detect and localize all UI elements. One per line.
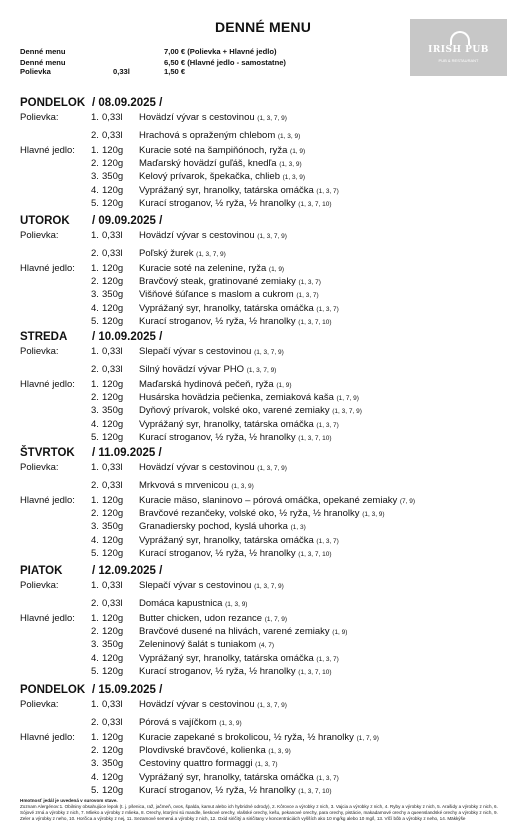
item-allergens: (1, 3, 7, 10) xyxy=(298,434,332,442)
item-quantity: 120g xyxy=(102,495,124,506)
item-quantity: 120g xyxy=(102,652,124,664)
item-allergens: (1, 3, 7, 9) xyxy=(257,233,287,240)
day-date: / 08.09.2025 / xyxy=(92,97,163,109)
item-allergens: (1, 9) xyxy=(268,266,285,273)
item-name: Poľský žurek xyxy=(139,248,194,259)
item-name: Vyprážaný syr, hranolky, tatárska omáčka xyxy=(139,418,314,430)
item-quantity: 120g xyxy=(102,547,124,559)
item-number: 1. xyxy=(91,580,99,591)
item-name: Kurací stroganov, ½ ryža, ½ hranolky xyxy=(139,665,296,677)
item-number: 2. xyxy=(91,158,99,170)
main-item xyxy=(91,316,332,327)
item-name: Kurací stroganov, ½ ryža, ½ hranolky xyxy=(139,431,296,443)
item-quantity: 120g xyxy=(102,534,124,546)
item-number: 4. xyxy=(91,302,99,314)
main-item xyxy=(91,171,305,182)
main-item xyxy=(91,419,339,430)
item-quantity: 350g xyxy=(102,639,124,651)
item-name: Pórová s vajíčkom xyxy=(139,717,217,728)
main-item xyxy=(91,379,292,390)
item-number: 5. xyxy=(91,315,99,327)
item-allergens: (1, 3, 9) xyxy=(362,511,385,519)
price-label: Denné menu xyxy=(20,58,66,67)
item-quantity: 120g xyxy=(102,197,124,209)
item-number: 2. xyxy=(91,248,99,259)
price-label: Denné menu xyxy=(20,47,66,56)
item-number: 2. xyxy=(91,480,99,491)
item-allergens: (1, 3) xyxy=(290,524,306,532)
item-quantity: 120g xyxy=(102,379,124,390)
item-quantity: 120g xyxy=(102,665,124,677)
price-volume: 0,33l xyxy=(113,67,130,76)
item-number: 1. xyxy=(91,495,99,506)
soup-label: Polievka: xyxy=(20,112,59,123)
item-number: 3. xyxy=(91,521,99,533)
logo-name: IRISH PUB xyxy=(428,45,489,55)
item-name: Hovädzí vývar s cestovinou xyxy=(139,462,255,473)
item-allergens: (1, 3, 7) xyxy=(316,774,339,782)
item-quantity: 120g xyxy=(102,613,124,624)
day-name: PONDELOK xyxy=(20,97,86,109)
main-item xyxy=(91,626,347,637)
item-name: Kuracie mäso, slaninovo – pórová omáčka, opekané zemiaky xyxy=(139,495,398,506)
item-name: Bravčové dusené na hlivách, varené zemiaky xyxy=(139,626,330,638)
item-number: 1. xyxy=(91,732,99,743)
item-allergens: (1, 3, 7) xyxy=(316,305,339,313)
item-name: Butter chicken, udon rezance xyxy=(139,613,263,624)
item-number: 2. xyxy=(91,598,99,609)
item-quantity: 350g xyxy=(102,521,124,533)
item-name: Vyprážaný syr, hranolky, tatárska omáčka xyxy=(139,184,314,196)
item-number: 3. xyxy=(91,171,99,183)
item-name: Husárska hovädzia pečienka, zemiaková kaša xyxy=(139,392,334,404)
item-name: Kelový prívarok, špekačka, chlieb xyxy=(139,171,280,183)
soup-item xyxy=(91,699,287,710)
item-allergens: (1, 3, 7, 10) xyxy=(298,787,332,795)
soup-item xyxy=(91,112,287,123)
item-name: Kurací stroganov, ½ ryža, ½ hranolky xyxy=(139,784,296,796)
item-name: Kurací stroganov, ½ ryža, ½ hranolky xyxy=(139,547,296,559)
item-number: 2. xyxy=(91,508,99,520)
main-item xyxy=(91,639,274,650)
main-item xyxy=(91,653,339,664)
item-name: Slepačí vývar s cestovinou xyxy=(139,580,252,591)
item-quantity: 0,33l xyxy=(102,130,123,141)
item-allergens: (1, 9) xyxy=(276,382,292,389)
item-quantity: 120g xyxy=(102,431,124,443)
item-allergens: (1, 3, 7) xyxy=(316,421,339,429)
item-quantity: 350g xyxy=(102,289,124,301)
price-value: 1,50 € xyxy=(164,67,186,76)
item-allergens: (1, 3, 7, 9) xyxy=(257,702,287,709)
item-allergens: (1, 3, 7, 9) xyxy=(257,465,287,472)
item-quantity: 0,33l xyxy=(102,346,123,357)
item-quantity: 120g xyxy=(102,745,124,757)
item-name: Granadiersky pochod, kyslá uhorka xyxy=(139,521,288,533)
item-name: Mrkvová s mrvenicou xyxy=(139,480,229,491)
soup-item xyxy=(91,364,276,375)
item-quantity: 120g xyxy=(102,732,124,743)
item-name: Vyprážaný syr, hranolky, tatárska omáčka xyxy=(139,652,314,664)
item-quantity: 120g xyxy=(102,771,124,783)
item-allergens: (4, 7) xyxy=(258,642,275,650)
footer-weight-note: Hmotnosť jedál je uvedená v surovom stave. xyxy=(20,798,118,803)
main-item xyxy=(91,613,287,624)
item-name: Silný hovädzí vývar PHO xyxy=(139,364,245,375)
item-allergens: (1, 3, 7, 9) xyxy=(254,583,284,590)
item-number: 5. xyxy=(91,665,99,677)
main-item xyxy=(91,785,332,796)
main-item xyxy=(91,745,291,756)
item-name: Hrachová s opraženým chlebom xyxy=(139,130,276,141)
main-item xyxy=(91,535,339,546)
main-item xyxy=(91,276,321,287)
day-date: / 11.09.2025 / xyxy=(92,447,162,459)
main-label: Hlavné jedlo: xyxy=(20,613,75,624)
item-name: Dyňový prívarok, volské oko, varené zemiaky xyxy=(139,405,330,417)
soup-item xyxy=(91,346,284,357)
main-item xyxy=(91,666,332,677)
item-quantity: 0,33l xyxy=(102,598,123,609)
item-number: 1. xyxy=(91,379,99,390)
soup-label: Polievka: xyxy=(20,346,59,357)
logo-tagline: PUB & RESTAURANT xyxy=(438,58,479,63)
item-allergens: (1, 3, 7) xyxy=(296,292,319,300)
item-quantity: 120g xyxy=(102,263,124,274)
day-name: UTOROK xyxy=(20,215,70,227)
pub-logo xyxy=(410,19,507,76)
price-value: 7,00 € (Polievka + Hlavné jedlo) xyxy=(164,47,277,56)
item-allergens: (1, 3, 7) xyxy=(255,761,278,769)
item-number: 1. xyxy=(91,145,99,156)
item-allergens: (1, 7, 9) xyxy=(336,395,359,403)
soup-item xyxy=(91,598,247,609)
soup-item xyxy=(91,462,287,473)
item-allergens: (1, 3, 7) xyxy=(316,655,339,663)
item-allergens: (1, 3, 7, 9) xyxy=(246,367,277,374)
item-allergens: (1, 3, 9) xyxy=(219,720,242,727)
item-name: Slepačí vývar s cestovinou xyxy=(139,346,252,357)
soup-label: Polievka: xyxy=(20,699,59,710)
main-item xyxy=(91,548,332,559)
item-allergens: (1, 3, 7, 9) xyxy=(196,251,226,258)
item-number: 3. xyxy=(91,289,99,301)
item-name: Višňové šúľance s maslom a cukrom xyxy=(139,289,294,301)
main-item xyxy=(91,508,385,519)
main-label: Hlavné jedlo: xyxy=(20,495,75,506)
item-quantity: 120g xyxy=(102,626,124,638)
item-allergens: (7, 9) xyxy=(399,498,416,505)
item-quantity: 120g xyxy=(102,508,124,520)
item-name: Vyprážaný syr, hranolky, tatárska omáčka xyxy=(139,302,314,314)
item-quantity: 350g xyxy=(102,758,124,770)
item-allergens: (1, 3, 9) xyxy=(268,748,291,756)
item-quantity: 120g xyxy=(102,315,124,327)
item-name: Bravčové rezančeky, volské oko, ½ ryža, ½ hranolky xyxy=(139,508,360,520)
item-allergens: (1, 3, 7, 10) xyxy=(298,668,332,676)
item-number: 1. xyxy=(91,699,99,710)
item-allergens: (1, 3, 7, 10) xyxy=(298,200,332,208)
item-number: 4. xyxy=(91,771,99,783)
item-quantity: 350g xyxy=(102,171,124,183)
day-date: / 12.09.2025 / xyxy=(92,565,163,577)
item-number: 4. xyxy=(91,184,99,196)
item-allergens: (1, 3, 9) xyxy=(282,174,306,182)
price-label: Polievka xyxy=(20,67,51,76)
item-quantity: 0,33l xyxy=(102,480,123,491)
item-allergens: (1, 7, 9) xyxy=(356,735,379,742)
item-name: Kuracie soté na zelenine, ryža xyxy=(139,263,267,274)
soup-item xyxy=(91,248,226,259)
item-number: 1. xyxy=(91,263,99,274)
item-number: 5. xyxy=(91,197,99,209)
item-name: Kuracie soté na šampiňónoch, ryža xyxy=(139,145,288,156)
day-date: / 09.09.2025 / xyxy=(92,215,163,227)
item-number: 2. xyxy=(91,745,99,757)
main-item xyxy=(91,772,339,783)
item-quantity: 120g xyxy=(102,418,124,430)
item-name: Kurací stroganov, ½ ryža, ½ hranolky xyxy=(139,315,296,327)
item-allergens: (1, 3, 9) xyxy=(231,483,254,490)
day-name: ŠTVRTOK xyxy=(20,447,75,459)
item-number: 1. xyxy=(91,613,99,624)
day-name: PIATOK xyxy=(20,565,63,577)
day-name: PONDELOK xyxy=(20,684,86,696)
item-quantity: 0,33l xyxy=(102,112,123,123)
main-item xyxy=(91,405,362,416)
item-name: Zeleninový šalát s tuniakom xyxy=(139,639,257,651)
main-label: Hlavné jedlo: xyxy=(20,732,75,743)
item-quantity: 120g xyxy=(102,184,124,196)
main-item xyxy=(91,263,284,274)
item-number: 2. xyxy=(91,392,99,404)
main-item xyxy=(91,185,339,196)
soup-label: Polievka: xyxy=(20,580,59,591)
item-name: Hovädzí vývar s cestovinou xyxy=(139,230,255,241)
page-title: DENNÉ MENU xyxy=(214,19,312,35)
item-quantity: 0,33l xyxy=(102,230,123,241)
main-item xyxy=(91,198,332,209)
soup-item xyxy=(91,717,242,728)
soup-item xyxy=(91,580,284,591)
item-number: 4. xyxy=(91,652,99,664)
item-allergens: (1, 3, 7, 10) xyxy=(298,550,332,558)
day-name: STREDA xyxy=(20,331,68,343)
item-quantity: 120g xyxy=(102,276,124,288)
item-name: Bravčový steak, gratinované zemiaky xyxy=(139,276,296,288)
main-label: Hlavné jedlo: xyxy=(20,145,75,156)
soup-item xyxy=(91,130,300,141)
main-item xyxy=(91,392,359,403)
item-number: 4. xyxy=(91,534,99,546)
item-allergens: (1, 3, 7, 9) xyxy=(257,115,287,122)
main-item xyxy=(91,158,302,169)
item-quantity: 120g xyxy=(102,158,124,170)
soup-label: Polievka: xyxy=(20,230,59,241)
main-item xyxy=(91,289,319,300)
item-number: 5. xyxy=(91,784,99,796)
harp-icon xyxy=(450,31,470,45)
item-quantity: 0,33l xyxy=(102,248,123,259)
item-quantity: 350g xyxy=(102,405,124,417)
price-value: 6,50 € (Hlavné jedlo - samostatne) xyxy=(164,58,286,67)
item-allergens: (1, 3, 7, 10) xyxy=(298,318,332,326)
item-name: Kuracie zapekané s brokolicou, ½ ryža, ½ hranolky xyxy=(139,732,354,743)
item-allergens: (1, 9) xyxy=(332,629,348,637)
item-allergens: (1, 3, 7) xyxy=(316,187,339,195)
item-allergens: (1, 9) xyxy=(290,148,306,155)
item-allergens: (1, 3, 9) xyxy=(225,601,248,608)
main-item xyxy=(91,495,415,506)
footer-allergens xyxy=(20,798,506,822)
item-allergens: (1, 3, 7) xyxy=(316,537,339,545)
item-number: 2. xyxy=(91,276,99,288)
item-quantity: 0,33l xyxy=(102,364,123,375)
main-item xyxy=(91,303,339,314)
soup-item xyxy=(91,480,254,491)
item-name: Hovädzí vývar s cestovinou xyxy=(139,112,255,123)
item-quantity: 0,33l xyxy=(102,580,123,591)
item-number: 5. xyxy=(91,431,99,443)
soup-label: Polievka: xyxy=(20,462,59,473)
item-number: 1. xyxy=(91,230,99,241)
item-name: Hovädzí vývar s cestovinou xyxy=(139,699,255,710)
item-name: Maďarská hydinová pečeň, ryža xyxy=(139,379,274,390)
main-label: Hlavné jedlo: xyxy=(20,263,75,274)
item-number: 1. xyxy=(91,462,99,473)
day-date: / 10.09.2025 / xyxy=(92,331,163,343)
main-item xyxy=(91,732,379,743)
main-item xyxy=(91,432,332,443)
item-allergens: (1, 3, 7) xyxy=(298,279,321,287)
item-quantity: 0,33l xyxy=(102,699,123,710)
item-quantity: 0,33l xyxy=(102,717,123,728)
main-item xyxy=(91,145,305,156)
item-number: 5. xyxy=(91,547,99,559)
item-quantity: 120g xyxy=(102,302,124,314)
item-name: Plovdivské bravčové, kolienka xyxy=(139,745,266,757)
item-number: 1. xyxy=(91,112,99,123)
item-quantity: 0,33l xyxy=(102,462,123,473)
item-allergens: (1, 3, 7, 9) xyxy=(254,349,284,356)
item-name: Vyprážaný syr, hranolky, tatárska omáčka xyxy=(139,771,314,783)
item-number: 2. xyxy=(91,364,99,375)
item-number: 4. xyxy=(91,418,99,430)
item-number: 3. xyxy=(91,405,99,417)
footer-allergen-list: Zoznam Alergénov:1. Obilniny obsahujúce lepok (t. j. pšenica, raž, jačmeň, ovos, špalda, kamut alebo ich hybridné odrody), 2. Kôrovce a výrobky z nich, 3. Vajcia a výrobky z nich, 4. Ryby a výrobky z nich, 5. Arašidy a výrobky z nich, 6. Sójové zrná a výrobky z nich, 7. Mlieko a výrobky z mlieka, 8. Orechy, ktorými sú mandle, lieskové orechy, vlašské orechy, kešu, pekanové orechy, para orechy, pistácie, makadamové orechy a queenslandské orechy a výrobky z nich, 9. Zeler a výrobky z neho, 10. Horčica a výrobky z nej, 11. Sezamové semená a výrobky z nich, 12. Oxid siričitý a siričitany v koncentráciách vyšších ako 10 mg/kg alebo 10 mg/l, 13. Vlčí bôb a výrobky z neho, 14. Mäkkýše xyxy=(20,804,498,821)
item-quantity: 120g xyxy=(102,145,124,156)
soup-item xyxy=(91,230,287,241)
item-allergens: (1, 7, 9) xyxy=(264,616,288,623)
item-number: 2. xyxy=(91,130,99,141)
item-number: 1. xyxy=(91,346,99,357)
item-allergens: (1, 3, 7, 9) xyxy=(332,408,362,416)
day-date: / 15.09.2025 / xyxy=(92,684,163,696)
item-name: Cestoviny quattro formaggi xyxy=(139,758,253,770)
item-quantity: 120g xyxy=(102,392,124,404)
item-quantity: 120g xyxy=(102,784,124,796)
main-item xyxy=(91,758,278,769)
item-name: Maďarský hovädzí guľáš, knedľa xyxy=(139,158,277,170)
item-name: Domáca kapustnica xyxy=(139,598,223,609)
item-name: Vyprážaný syr, hranolky, tatárska omáčka xyxy=(139,534,314,546)
item-number: 2. xyxy=(91,626,99,638)
item-allergens: (1, 3, 9) xyxy=(279,161,302,169)
main-label: Hlavné jedlo: xyxy=(20,379,75,390)
item-allergens: (1, 3, 9) xyxy=(277,133,301,140)
item-name: Kurací stroganov, ½ ryža, ½ hranolky xyxy=(139,197,296,209)
item-number: 3. xyxy=(91,639,99,651)
item-number: 3. xyxy=(91,758,99,770)
item-number: 2. xyxy=(91,717,99,728)
main-item xyxy=(91,521,306,532)
